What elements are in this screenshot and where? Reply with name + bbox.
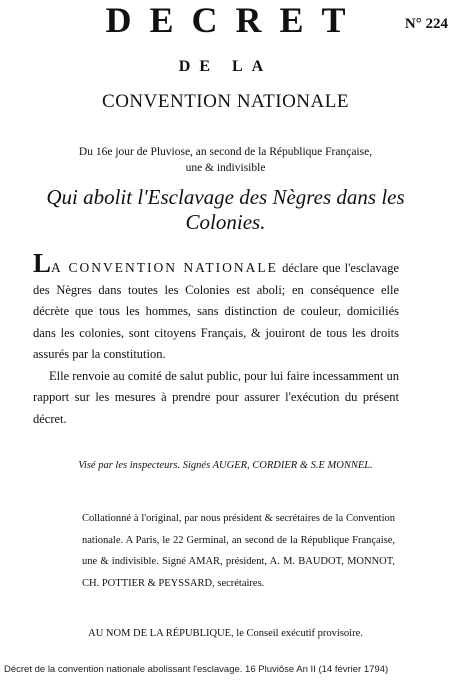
- decree-body: [33, 248, 399, 430]
- collation-paragraph: Collationné à l'original, par nous président & secrétaires de la Convention nationale. A Paris, le 22 Germinal, an second de la République Française, une & indivisible. Signé AMAR, président, A. M. BAUDOT, MONNOT, CH. POTTIER & PEYSSARD, secrétaires.: [82, 513, 395, 589]
- decree-title: DECRET: [105, 0, 364, 40]
- body-paragraph-1-text: déclare que l'esclavage des Nègres dans toutes les Colonies est aboli; en conséquence elle décrète que tous les hommes, sans distinction de couleur, domiciliés dans les colonies, sont citoyens Français, & jouiront de tous les droits assurés par la constitution.: [33, 261, 399, 361]
- body-paragraph-2: Elle renvoie au comité de salut public, pour lui faire incessamment un rapport sur les mesures à prendre pour assurer l'exécution du présent décret.: [33, 368, 399, 426]
- title-convention-nationale: CONVENTION NATIONALE: [102, 91, 349, 112]
- title-de-la: DE LA: [178, 58, 273, 75]
- republique-line: AU NOM DE LA RÉPUBLIQUE, le Conseil exécutif provisoire.: [88, 628, 363, 639]
- convention-name: A CONVENTION NATIONALE: [51, 260, 278, 275]
- decree-number: N° 224: [404, 16, 448, 32]
- date-line-1: Du 16e jour de Pluviose, an second de la République Française,: [78, 146, 373, 158]
- body-paragraph-1: [33, 248, 399, 366]
- decree-subtitle: Qui abolit l'Esclavage des Nègres dans les Colonies.: [46, 185, 405, 234]
- drop-cap: L: [33, 248, 52, 278]
- inspectors-signatures: Visé par les inspecteurs. Signés AUGER, CORDIER & S.E MONNEL.: [78, 460, 373, 471]
- image-caption: Décret de la convention nationale abolissant l'esclavage. 16 Pluviôse An II (14 février 1794): [4, 664, 389, 675]
- date-line-2: une & indivisible: [185, 162, 266, 174]
- date-line: [0, 144, 451, 176]
